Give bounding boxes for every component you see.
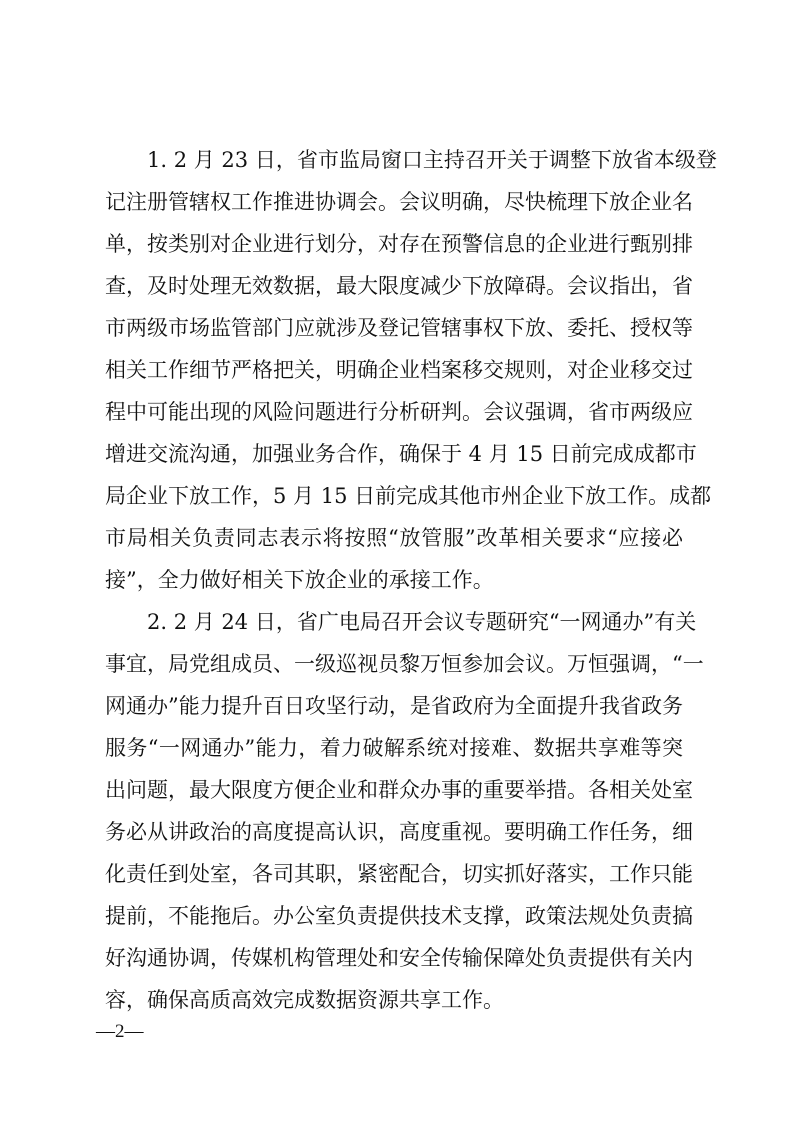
paragraph-1-line-8: 增进交流沟通，加强业务合作，确保于 4 月 15 日前完成成都市 bbox=[105, 442, 697, 466]
paragraph-1-line-6: 相关工作细节严格把关，明确企业档案移交规则，对企业移交过 bbox=[105, 358, 693, 382]
page-number: —2— bbox=[96, 1021, 144, 1042]
paragraph-2-line-9: 好沟通协调，传媒机构管理处和安全传输保障处负责提供有关内 bbox=[105, 946, 693, 970]
paragraph-1-line-2: 记注册管辖权工作推进协调会。会议明确，尽快梳理下放企业名 bbox=[105, 190, 693, 214]
paragraph-2-line-5: 出问题，最大限度方便企业和群众办事的重要举措。各相关处室 bbox=[105, 778, 693, 802]
paragraph-2-line-8: 提前，不能拖后。办公室负责提供技术支撑，政策法规处负责搞 bbox=[105, 904, 693, 928]
paragraph-1-line-9: 局企业下放工作，5 月 15 日前完成其他市州企业下放工作。成都 bbox=[105, 484, 712, 508]
paragraph-2-line-4: 服务“一网通办”能力，着力破解系统对接难、数据共享难等突 bbox=[105, 736, 683, 760]
paragraph-1-line-4: 查，及时处理无效数据，最大限度减少下放障碍。会议指出，省 bbox=[105, 274, 693, 298]
paragraph-2-line-1: 2. 2 月 24 日，省广电局召开会议专题研究“一网通办”有关 bbox=[147, 610, 697, 634]
paragraph-1-line-5: 市两级市场监管部门应就涉及登记管辖事权下放、委托、授权等 bbox=[105, 316, 693, 340]
paragraph-2-line-3: 网通办”能力提升百日攻坚行动，是省政府为全面提升我省政务 bbox=[105, 694, 683, 718]
paragraph-2-line-10: 容，确保高质高效完成数据资源共享工作。 bbox=[105, 988, 504, 1012]
paragraph-2-line-2: 事宜，局党组成员、一级巡视员黎万恒参加会议。万恒强调，“一 bbox=[105, 652, 704, 676]
paragraph-1-line-1: 1. 2 月 23 日，省市监局窗口主持召开关于调整下放省本级登 bbox=[147, 148, 717, 172]
paragraph-1-line-10: 市局相关负责同志表示将按照“放管服”改革相关要求“应接必 bbox=[105, 526, 683, 550]
paragraph-1-line-7: 程中可能出现的风险问题进行分析研判。会议强调，省市两级应 bbox=[105, 400, 693, 424]
paragraph-1-line-3: 单，按类别对企业进行划分，对存在预警信息的企业进行甄别排 bbox=[105, 232, 693, 256]
paragraph-2-line-7: 化责任到处室，各司其职，紧密配合，切实抓好落实，工作只能 bbox=[105, 862, 693, 886]
paragraph-1-line-11: 接”，全力做好相关下放企业的承接工作。 bbox=[105, 568, 494, 592]
paragraph-2-line-6: 务必从讲政治的高度提高认识，高度重视。要明确工作任务，细 bbox=[105, 820, 693, 844]
